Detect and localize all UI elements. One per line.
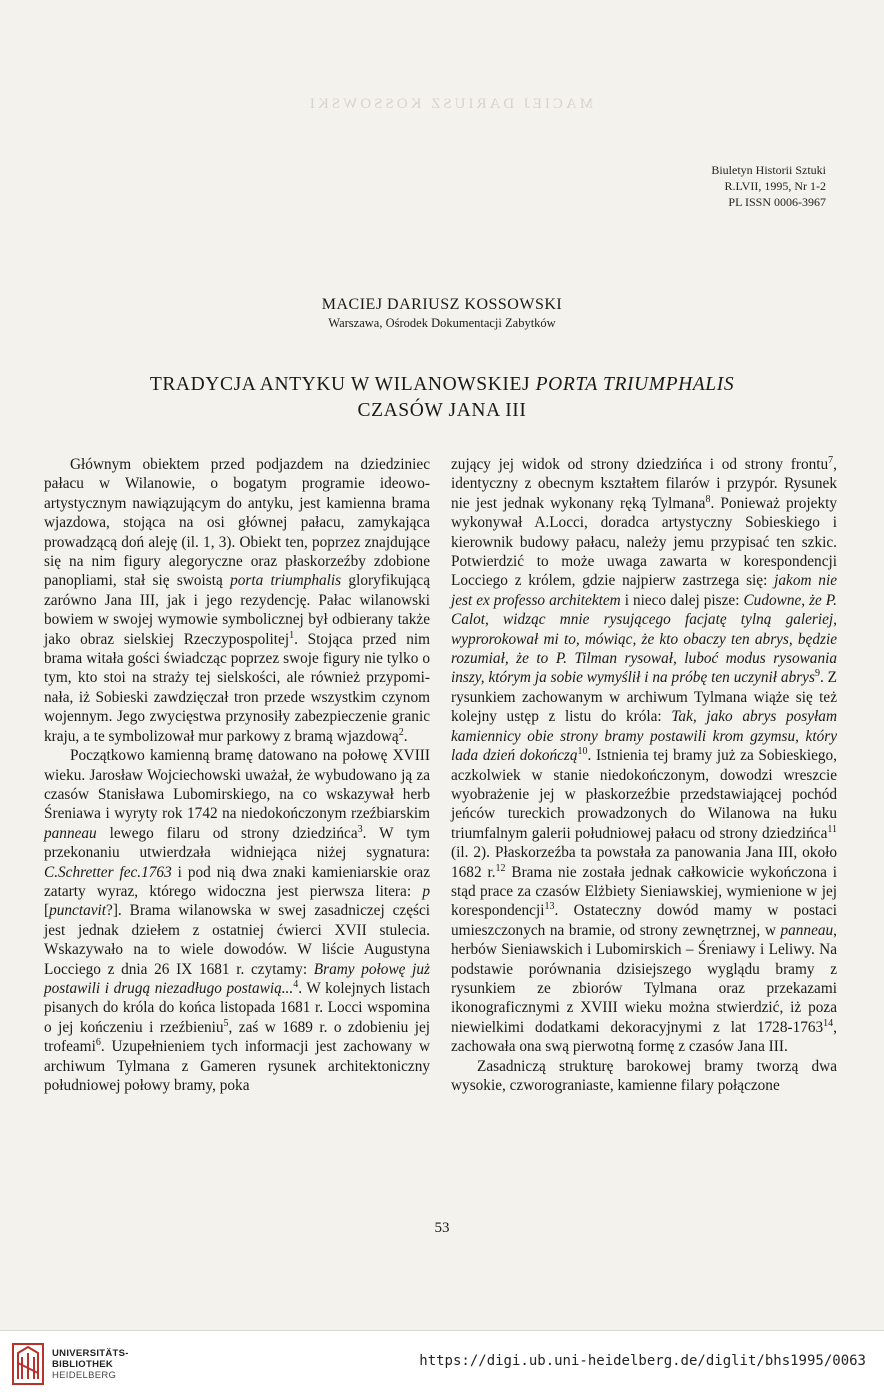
journal-info	[626, 162, 826, 210]
library-name: UNIVERSITÄTS- BIBLIOTHEK HEIDELBERG	[52, 1348, 129, 1381]
bleed-through-text: MACIEJ DARIUSZ KOSSOWSKI	[306, 96, 594, 112]
viewer-footer	[0, 1330, 884, 1398]
text-column-left	[44, 455, 430, 1095]
author-block	[0, 296, 884, 331]
page-number: 53	[434, 1220, 450, 1236]
paragraph: Głównym obiektem przed podjazdem na dziedziniec pałacu w Wilanowie, o bogatym programie ideowo-artystycznym nawiązującym do antyku, jest kamienna brama wjazdowa, stojąca na osi głównej pałacu, zamykająca prowadzącą doń aleję (il. 1, 3). Obiekt ten, poprzez znajdujące się na nim figury alegoryczne oraz płaskorzeźby zdobione panopliami, stał się swoistą porta triumphalis gloryfikującą zarówno Jana III, jak i jego rezydencję. Pałac wilanowski bowiem w swojej wymowie symbolicznej był odbierany także jako obraz sielskiej Rzeczypospolitej$^1$. Stojąca przed nim brama witała gości świadcząc poprzez swoje figury nie tylko o tym, kto stoi na straży tej sielskości, ale również przypominała, iż Sobieski zawdzięczał tron przede wszystkim czynom wojennym. Jego zwycięstwa przynosiły zabezpieczenie granic kraju, a te symbolizował mur parkowy z bramą wjazdową$^2$.	[44, 456, 430, 745]
journal-volume: R.LVII, 1995, Nr 1-2	[724, 179, 826, 193]
author-affiliation: Warszawa, Ośrodek Dokumentacji Zabytków	[328, 316, 556, 330]
source-url-link[interactable]: https://digi.ub.uni-heidelberg.de/diglit/bhs1995/0063	[419, 1353, 866, 1369]
title-part-1: TRADYCJA ANTYKU W WILANOWSKIEJ	[149, 374, 536, 395]
paragraph: Zasadniczą strukturę barokowej bramy tworzą dwa wysokie, czworograniaste, kamienne filary połączone	[451, 1057, 837, 1094]
journal-title: Biuletyn Historii Sztuki	[711, 163, 826, 177]
title-part-italic: PORTA TRIUMPHALIS	[535, 374, 735, 395]
paragraph: Początkowo kamienną bramę datowano na połowę XVIII wieku. Jarosław Wojciechowski uważał, że wybudowano ją za czasów Stanisława Lubomirskiego, na co wskazywał herb Śreniawa i wyryty rok 1742 na niedokończonym rzeźbiarskim panneau lewego filaru od strony dziedzińca$^3$. W tym przekonaniu utwierdzała widniejąca niżej sygnatura: C.Schretter fec.1763 i pod nią dwa znaki kamieniarskie oraz zatarty wyraz, którego widoczna jest pierwsza litera: p [punctavit?]. Brama wilanowska w swej zasadniczej części jest jednak dziełem z ostatniej ćwierci XVII stulecia. Wskazywało na to wiele dowodów. W liście Augustyna Locciego z dnia 26 IX 1681 r. czytamy: Bramy połowę już postawili i drugą niezadługo postawią...$^4$. W kolejnych listach pisanych do króla do końca listopada 1681 r. Locci wspomina o jej kończeniu i rzeźbieniu$^5$, zaś w 1689 r. o zdobieniu jej trofeami$^6$. Uzupełnieniem tych informacji jest zachowany w archiwum Tylmana z Gameren rysunek architektoniczny południowej połowy bramy, poka	[44, 747, 430, 1094]
title-line-2: CZASÓW JANA III	[357, 400, 527, 421]
author-name: MACIEJ DARIUSZ KOSSOWSKI	[321, 296, 563, 313]
journal-issn: PL ISSN 0006-3967	[728, 195, 826, 209]
paragraph: zujący jej widok od strony dziedzińca i od strony frontu$^7$, identyczny z obecnym kształtem filarów i przypór. Rysunek nie jest jednak wykonany ręką Tylmana$^8$. Ponieważ projekty wykonywał A.Locci, doradca artystyczny Sobieskiego i kierownik budowy pałacu, należy jemu przypisać ten szkic. Potwierdzić to może uwaga zawarta w korespondencji Locciego z królem, gdzie najpierw zastrzega się: jakom nie jest ex professo architektem i nieco dalej pisze: Cudowne, że P. Calot, widząc mnie rysującego facjatę tylną galeriej, wyprorokował mi to, mówiąc, że kto obaczy ten abrys, będzie rozumiał, że to P. Tilman rysował, luboć modus rysowania inszy, którym ja sobie wymyślił i na próbę ten uczynił abrys$^9$. Z rysunkiem zachowanym w archiwum Tylmana wiąże się też kolejny ustęp z listu do króla: Tak, jako abrys posyłam kamiennicy obie strony bramy postawili krom gzymsu, który lada dzień dokończą$^{10}$. Istnienia tej bramy już za Sobieskiego, aczkolwiek w stanie niedokończonym, dowodzi wreszcie wyobrażenie jej w płaskorzeźbie przedstawiającej pochód jeńców tureckich prowadzonych do Wilanowa na łuku triumfalnym galerii południowej pałacu od strony dziedzińca$^{11}$ (il. 2). Płaskorzeźba ta powstała za panowania Jana III, około 1682 r.$^{12}$ Brama nie została jednak całkowicie wykończona i stąd prace za czasów Elżbiety Sieniawskiej, wymienione w jej korespondencji$^{13}$. Ostateczny dowód mamy w postaci umieszczonych na bramie, od strony zewnętrznej, w panneau, herbów Sieniawskich i Lubomirskich – Śreniawy i Leliwy. Na podstawie porównania dzisiejszego wyglądu bramy z rysunkiem ze zbiorów Tylmana oraz przekazami ikonograficznymi z XVIII wieku można stwierdzić, iż poza niewielkimi dodatkami dekoracyjnymi z lat 1728-1763$^{14}$, zachowała ona swą pierwotną formę z czasów Jana III.	[451, 455, 838, 1056]
university-library-logo-icon	[12, 1343, 44, 1385]
article-title	[0, 372, 884, 424]
text-column-right	[451, 455, 837, 1095]
